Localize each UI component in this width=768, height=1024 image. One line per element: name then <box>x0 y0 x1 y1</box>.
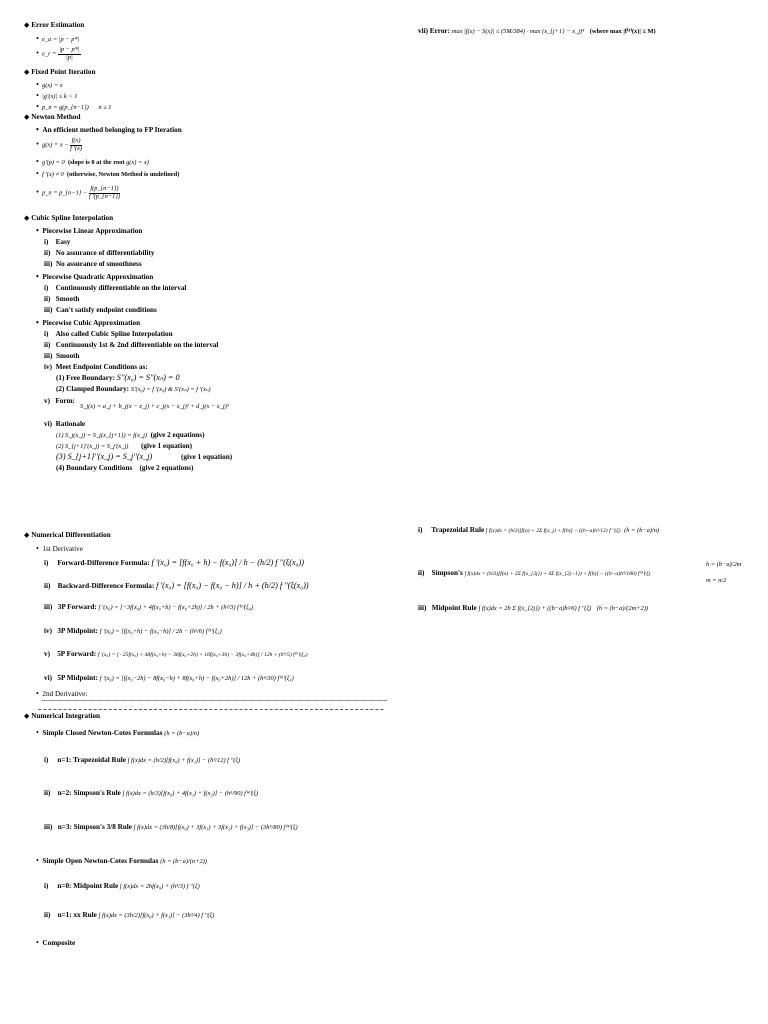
fp-equation-1: • g(x) = x <box>36 80 63 89</box>
diamond-bullet-icon: ◆ <box>24 214 30 222</box>
linear-approx-title: • Piecewise Linear Approximation <box>36 226 143 235</box>
bullet-icon: • <box>36 48 39 58</box>
newton-desc: • An efficient method belonging to FP Iteration <box>36 125 182 134</box>
second-derivative-label: • 2nd Derivative: <box>36 689 88 698</box>
midpoint-rule: i) n=0: Midpoint Rule ∫ f(x)dx = 2hf(x₀) + (h³/3) f ''(ξ) <box>44 882 200 890</box>
three-point-forward: iii) 3P Forward: f '(x₀) = [−3f(x₀) + 4f(x₀+h) − f(x₀+2h)] / 2h + (h²/3) f⁽³⁾(ξ₀) <box>44 603 254 611</box>
cubic-item: i) Also called Cubic Spline Interpolation <box>44 330 173 338</box>
quad-approx-title: • Piecewise Quadratic Approximation <box>36 272 154 281</box>
differentiation-heading: ◆ Numerical Differentiation <box>24 531 111 539</box>
bullet-icon: • <box>36 34 39 43</box>
cubic-item: iv) Meet Endpoint Conditions as: <box>44 363 148 371</box>
simpsons-rule: ii) n=2: Simpson's Rule ∫ f(x)dx = (h/3)[f(x₀) + 4f(x₁) + f(x₂)] − (h⁵/90) f⁽⁴⁾(ξ) <box>44 789 259 797</box>
diamond-bullet-icon: ◆ <box>24 531 30 539</box>
bullet-icon: • <box>36 125 39 134</box>
bullet-icon: • <box>36 157 39 166</box>
abs-error-formula: • e_a = |p − p*| <box>36 34 80 43</box>
bullet-icon: • <box>36 544 39 553</box>
trapezoidal-rule: i) n=1: Trapezoidal Rule ∫ f(x)dx = (h/2)[f(x₀) + f(x₁)] − (h³/12) f ''(ξ) <box>44 756 241 764</box>
linear-item: ii) No assurance of differentiability <box>44 249 155 257</box>
newton-slope-line: • g'(p) = 0 (slope is 0 at the root g(x) = x) <box>36 157 149 166</box>
clamped-boundary: (2) Clamped Boundary: S'(x₀) = f '(x₀) & S'(xₙ) = f '(xₙ) <box>56 385 211 393</box>
bullet-icon: • <box>36 226 39 235</box>
newton-g-formula: • g(x) = x − $\frac{f(x)}{f '(x)}$ <box>36 137 83 152</box>
cubic-item: iii) Smooth <box>44 352 80 360</box>
simpsons-three-eighths: iii) n=3: Simpson's 3/8 Rule ∫ f(x)dx = (3h/8)[f(x₀) + 3f(x₁) + 3f(x₂) + f(x₃)] − (3h⁵/80) f⁽⁴⁾(ξ) <box>44 823 298 831</box>
five-point-midpoint: vi) 5P Midpoint: f '(x₀) = [f(x₀−2h) − 8f(x₀−h) + 8f(x₀+h) − f(x₀+2h)] / 12h + (h⁴/30) f⁽⁵⁾(ξ₁) <box>44 674 294 682</box>
rationale-3: (3) S_{j+1}''(x_j) = S_j''(x_j) (give 1 equation) <box>56 452 233 461</box>
three-point-midpoint: iv) 3P Midpoint: f '(x₀) = [f(x₀+h) − f(x₀−h)] / 2h − (h²/6) f⁽³⁾(ξ₁) <box>44 627 222 635</box>
newton-heading: ◆ Newton Method <box>24 113 81 121</box>
bullet-icon: • <box>36 91 39 100</box>
form-label: v) Form: <box>44 397 75 405</box>
bullet-icon: • <box>36 318 39 327</box>
open-newton-cotes: • Simple Open Newton-Cotes Formulas (h = (b−a)/(n+2)) <box>36 856 207 865</box>
quad-item: ii) Smooth <box>44 295 80 303</box>
composite-trapezoidal: i) Trapezoidal Rule ∫ f(x)dx = (h/2)[f(a) + 2Σ f(x_j) + f(b)] − ((b−a)h²/12) f ''(ξ) (h = (b−a)/n) <box>418 526 660 534</box>
diamond-bullet-icon: ◆ <box>24 113 30 121</box>
rel-error-formula: • e_r = $\frac{|p - p*|}{|p|}$ <box>36 46 80 61</box>
bullet-icon: • <box>36 689 39 698</box>
bullet-icon: • <box>36 856 39 865</box>
rationale-label: vi) Rationale <box>44 420 86 428</box>
diamond-bullet-icon: ◆ <box>24 68 30 76</box>
composite-simpsons: ii) Simpson's ∫ f(x)dx = (h/3)[f(a) + 2Σ f(x_{2j}) + 4Σ f(x_{2j−1}) + f(b)] − ((b−a)h⁴/180) f⁽⁴⁾(ξ) <box>418 569 651 577</box>
forward-difference: i) Forward-Difference Formula: f '(x₀) = [f(x₀ + h) − f(x₀)] / h − (h/2) f ''(ξ(x₀)) <box>44 558 304 567</box>
rationale-4: (4) Boundary Conditions (give 2 equations) <box>56 464 194 472</box>
quad-item: i) Continuously differentiable on the interval <box>44 284 187 292</box>
backward-difference: ii) Backward-Difference Formula: f '(x₀) = [f(x₀) − f(x₀ − h)] / h + (h/2) f ''(ξ(x₀)) <box>44 581 309 590</box>
composite-midpoint: iii) Midpoint Rule ∫ f(x)dx = 2h Σ f(x_{2j}) + ((b−a)h²/6) f ''(ξ) (h = (b−a)/(2m+2)) <box>418 604 648 612</box>
simpson-m-def: m = n/2 <box>706 577 727 584</box>
integration-heading: ◆ Numerical Integration <box>24 712 101 720</box>
bullet-icon: • <box>36 187 39 197</box>
cropped-formula-scribble <box>38 700 387 710</box>
fp-equation-2: • |g'(x)| ≤ k < 1 <box>36 91 78 100</box>
free-boundary: (1) Free Boundary: S''(x₀) = S''(xₙ) = 0 <box>56 373 180 382</box>
spline-heading: ◆ Cubic Spline Interpolation <box>24 214 114 222</box>
bullet-icon: • <box>36 728 39 737</box>
bullet-icon: • <box>36 272 39 281</box>
spline-form-formula: S_j(x) = a_j + b_j(x − x_j) + c_j(x − x_j)² + d_j(x − x_j)³ <box>80 403 229 410</box>
xx-rule: ii) n=1: xx Rule ∫ f(x)dx = (3h/2)[f(x₀) + f(x₁)] − (3h³/4) f ''(ξ) <box>44 911 215 919</box>
rationale-1: (1) S_j(x_j) = S_j(x_{j+1}) = f(x_j) (give 2 equations) <box>56 431 205 439</box>
linear-item: i) Easy <box>44 238 71 246</box>
bullet-icon: • <box>36 102 39 111</box>
five-point-forward: v) 5P Forward: f '(x₀) = [−25f(x₀) + 48f(x₀+h) − 36f(x₀+2h) + 16f(x₀+3h) − 3f(x₀+4h)] / 12h + (h⁴/5) f⁽⁵⁾(ξ₀) <box>44 650 308 658</box>
quad-item: iii) Can't satisfy endpoint conditions <box>44 306 157 314</box>
newton-iteration-formula: • p_n = p_{n−1} − $\frac{f(p\_\{n-1\})}{f '(p\_\{n-1\})}$ <box>36 185 121 200</box>
bullet-icon: • <box>36 139 39 149</box>
cubic-approx-title: • Piecewise Cubic Approximation <box>36 318 141 327</box>
linear-item: iii) No assurance of smoothness <box>44 260 142 268</box>
bullet-icon: • <box>36 80 39 89</box>
bullet-icon: • <box>36 169 39 178</box>
diamond-bullet-icon: ◆ <box>24 21 30 29</box>
composite-label: • Composite <box>36 938 76 947</box>
spline-error-line: vii) Error: max |f(x) − S(x)| ≤ (5M/384) · max (x_{j+1} − x_j)⁴ (where max |f⁽⁴⁾(x)| ≤ M) <box>418 27 656 35</box>
bullet-icon: • <box>36 938 39 947</box>
rationale-2: (2) S_{j+1}'(x_j) = S_j'(x_j) (give 1 equation) <box>56 442 193 450</box>
simpson-h-def: h = (b−a)/2m <box>706 561 742 568</box>
first-derivative-label: • 1st Derivative <box>36 544 83 553</box>
fp-equation-3: • p_n = g(p_{n−1}) n ≥ 1 <box>36 102 112 111</box>
fixed-point-heading: ◆ Fixed Point Iteration <box>24 68 96 76</box>
newton-condition-line: • f '(x) ≠ 0 (otherwise, Newton Method is undefined) <box>36 169 180 178</box>
closed-newton-cotes: • Simple Closed Newton-Cotes Formulas (h = (b−a)/n) <box>36 728 200 737</box>
cubic-item: ii) Continuously 1st & 2nd differentiable on the interval <box>44 341 219 349</box>
error-estimation-heading: ◆ Error Estimation <box>24 21 85 29</box>
diamond-bullet-icon: ◆ <box>24 712 30 720</box>
